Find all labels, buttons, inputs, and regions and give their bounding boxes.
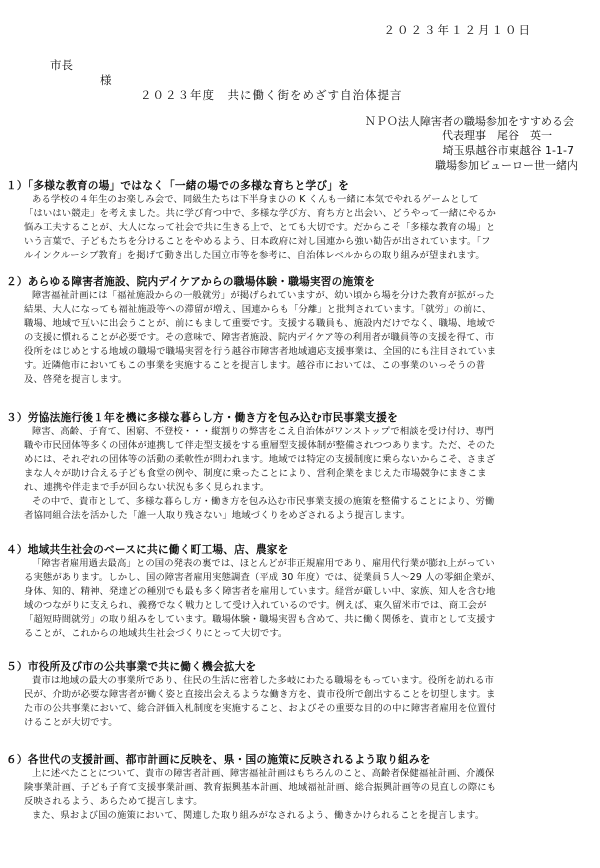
- section-line: 悩み工夫することが、大人になって社会で共に生きる上で、とても大切です。だからこそ「多様な教育の場」と: [24, 222, 496, 233]
- section-line: 上に述べたことについて、貴市の障害者計画、障害福祉計画はもちろんのこと、高齢者保健福祉計画、介護保: [32, 768, 495, 779]
- section-line: 障害福祉計画には「福祉施設からの一般就労」が掲げられていますが、幼い頃から場を分けた教育が拡がった: [32, 290, 495, 301]
- section-line: 「はいはい競走」を考えました。共に学び育つ中で、多様な学び方、育ち方と出会い、どうやって一緒にやるか: [24, 208, 497, 219]
- organization-contact: 職場参加ビューロー世一緒内: [435, 159, 578, 172]
- section-line: 民が、介助が必要な障害者が働く姿と直接出会えるような働き方を、貴市役所で創出することを切望します。ま: [24, 689, 496, 700]
- section-line: る実態があります。しかし、国の障害者雇用実態調査（平成 30 年度）では、従業員５人～29 人の零細企業が、: [24, 572, 501, 583]
- section-heading: ４）地域共生社会のベースに共に働く町工場、店、農家を: [6, 543, 289, 556]
- section-line: 険事業計画、子ども子育て支援事業計画、教育振興基本計画、地域福祉計画、総合振興計画等の見直しの際にも: [24, 782, 497, 793]
- section-line: また、県および国の施策において、関連した取り組みがなされるよう、働きかけられることを提言します。: [32, 810, 485, 821]
- section-line: 者協同組合法を活かした「誰一人取り残さない」地域づくりをめざされるよう提言します。: [24, 510, 411, 521]
- section-line: 職場、地域で互いに出会うことが、前にもまして重要です。支援する職員も、施設内だけでなく、職場、地域で: [24, 318, 496, 329]
- organization-address: 埼玉県越谷市東越谷 1-1-7: [442, 144, 574, 157]
- section-line: 「障害者雇用過去最高」との国の発表の裏では、ほとんどが非正規雇用であり、雇用代行業が膨れ上がってい: [32, 558, 495, 569]
- addressee-honorific: 様: [100, 73, 116, 87]
- section-line: ルインクルーシブ教育」を掲げて動き出した国立市等を参考に、自治体レベルからの取り組みが望まれます。: [24, 250, 485, 261]
- section-line: 及、啓発を提言します。: [24, 374, 128, 385]
- section-heading: １）「多様な教育の場」ではなく「一緒の場での多様な育ちと学び」を: [6, 179, 350, 192]
- section-line: めには、それぞれの団体等の活動の柔軟性が問われます。地域では特定の支援制度に乗らないからこそ、さまざ: [24, 454, 496, 465]
- section-heading: ２）あらゆる障害者施設、院内デイケアからの職場体験・職場実習の施策を: [6, 275, 376, 288]
- section-line: 貴市は地域の最大の事業所であり、住民の生活に密着した多岐にわたる職場をもっています。役所を訪れる市: [32, 675, 495, 686]
- section-line: その中で、貴市として、多様な暮らし方・働き方を包み込む市民事業支援の施策を整備することにより、労働: [32, 496, 495, 507]
- organization-representative: 代表理事 尾谷 英一: [442, 129, 552, 142]
- section-line: けることが大切です。: [24, 717, 118, 728]
- organization-name: ＮＰＯ法人障害者の職場参加をすすめる会: [364, 115, 574, 128]
- section-line: 障害、高齢、子育て、困窮、不登校・・・縦割りの弊害をこえ自治体がワンストップで相談を受け付け、専門: [32, 426, 494, 437]
- section-line: 反映されるよう、あらためて提言します。: [24, 796, 203, 807]
- section-line: 役所をはじめとする地域の職場で職場実習を行う越谷市障害者地域適応支援事業は、全国的にも注目されていま: [24, 346, 497, 357]
- section-line: た市の公共事業において、総合評価入札制度を実施すること、およびその重要な目的の中に障害者雇用を位置付: [24, 703, 497, 714]
- section-line: まな人々が助け合える子ども食堂の例や、制度に乗ったことにより、営利企業をまじえた市場競争にまきこま: [24, 468, 487, 479]
- section-heading: ３）労協法施行後１年を機に多様な暮らし方・働き方を包み込む市民事業支援を: [6, 411, 398, 424]
- section-line: ることが、これからの地域共生社会づくりにとって大切です。: [24, 628, 288, 639]
- section-line: ある学校の４年生のお楽しみ会で、同級生たちは下半身まひの K くんも一緒に本気でやれるゲームとして: [32, 194, 479, 205]
- section-heading: ５）市役所及び市の公共事業で共に働く機会拡大を: [6, 660, 257, 673]
- section-line: れ、連携や伴走まで手が回らない状況も多く見られます。: [24, 482, 270, 493]
- section-line: 職や市民団体等多くの団体が連携して伴走型支援をする重層型支援体制が整備されつつあります。ただ、そのた: [24, 440, 496, 451]
- section-line: の支援に慣れることが必要です。その意味で、障害者施設、院内デイケア等の利用者が職員等の支援を得て、市: [24, 332, 495, 343]
- section-line: 域のつながりに支えられ、義務でなく戦力として受け入れているのです。例えば、東久留米市では、商工会が: [24, 600, 487, 611]
- document-title: ２０２３年度 共に働く街をめざす自治体提言: [140, 88, 403, 102]
- section-line: 身体、知的、精神、発達どの種別でも最も多く障害者を雇用しています。経営が厳しい中、家族、知人を含む地: [24, 586, 496, 597]
- section-line: いう言葉で、子どもたちを分けることをやめるよう、日本政府に対し国連から強い勧告が出されています。「フ: [24, 236, 491, 247]
- addressee-title: 市長: [50, 58, 73, 72]
- section-heading: ６）各世代の支援計画、都市計画に反映を、県・国の施策に反映されるよう取り組みを: [6, 753, 431, 766]
- section-line: す。近隣他市においてもこの事業を実施することを提言します。越谷市においては、この事業のいっそうの普: [24, 360, 486, 371]
- section-line: 結果、大人になっても福祉施設等への滞留が増え、国連からも「分離」と批判されています。「就労」の前に、: [24, 304, 492, 315]
- section-line: 「超短時間就労」の取り組みをしています。職場体験・職場実習も含めて、共に働く関係を、貴市として支援す: [24, 614, 496, 625]
- document-date: ２０２３年１２月１０日: [383, 23, 532, 37]
